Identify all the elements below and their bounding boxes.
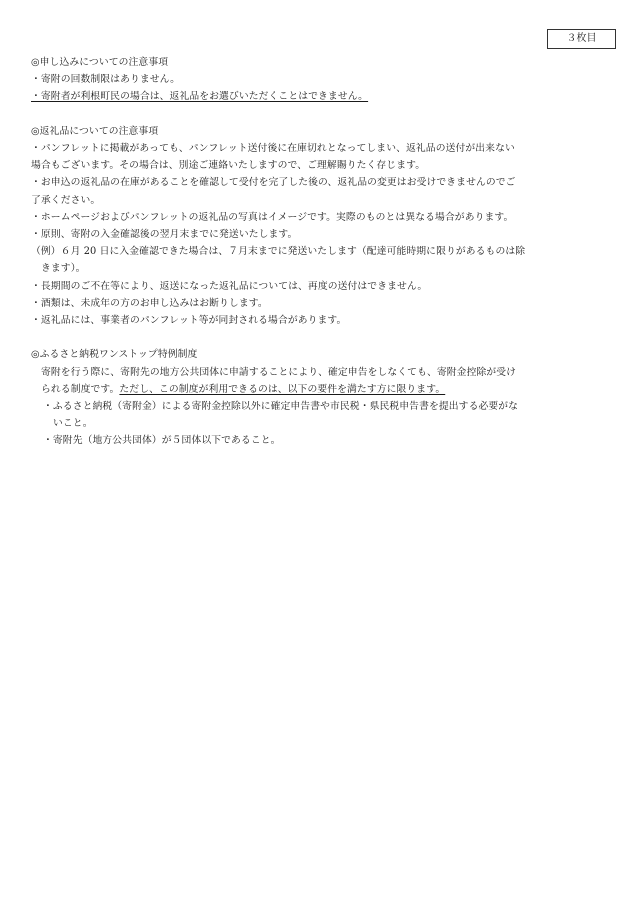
requirement-note-underlined: ただし、この制度が利用できるのは、以下の要件を満たす方に限ります。 — [119, 383, 446, 395]
list-item: ・酒類は、未成年の方のお申し込みはお断りします。 — [31, 297, 268, 309]
list-item: ・原則、寄附の入金確認後の翌月末までに発送いたします。 — [31, 229, 298, 241]
document-body — [31, 54, 609, 450]
list-item: ・返礼品には、事業者のパンフレット等が同封される場合があります。 — [31, 315, 347, 327]
paragraph-text: られる制度です。 — [41, 383, 120, 395]
page-number-badge: ３枚目 — [547, 29, 616, 49]
list-item: ・寄附の回数制限はありません。 — [31, 74, 181, 86]
example-continuation: きます）。 — [41, 263, 86, 275]
gift-notes-section — [31, 123, 609, 329]
list-item-continuation: 了承ください。 — [31, 194, 101, 206]
list-item: ・ホームページおよびパンフレットの返礼品の写真はイメージです。実際のものとは異なる場合があります。 — [31, 211, 514, 223]
application-notes-section — [31, 54, 609, 106]
list-item: ・パンフレットに掲載があっても、パンフレット送付後に在庫切れとなってしまい、返礼品の送付が出来ない — [31, 143, 515, 154]
list-item: ・長期間のご不在等により、返送になった返礼品については、再度の送付はできません。 — [31, 280, 428, 292]
requirement-item: ・ふるさと納税（寄附金）による寄附金控除以外に確定申告書や市民税・県民税申告書を提出する必要がな — [43, 401, 519, 413]
section-heading: ◎申し込みについての注意事項 — [31, 57, 169, 68]
requirement-item: ・寄附先（地方公共団体）が５団体以下であること。 — [43, 435, 281, 447]
requirement-item-continuation: いこと。 — [53, 418, 93, 430]
section-heading: ◎ふるさと納税ワンストップ特例制度 — [31, 349, 198, 361]
section-heading: ◎返礼品についての注意事項 — [31, 125, 159, 137]
spacer — [31, 329, 609, 346]
one-stop-section — [31, 346, 609, 449]
spacer — [31, 106, 609, 123]
paragraph-line — [31, 381, 609, 398]
paragraph-line: 寄附を行う際に、寄附先の地方公共団体に申請することにより、確定申告をしなくても、寄附金控除が受け — [41, 366, 517, 378]
list-item-underlined: ・寄附者が利根町民の場合は、返礼品をお選びいただくことはできません。 — [31, 91, 369, 103]
list-item: ・お申込の返礼品の在庫があることを確認して受付を完了した後の、返礼品の変更はお受けできませんのでご — [31, 177, 516, 189]
example-line: （例）６月 20 日に入金確認できた場合は、７月末までに発送いたします（配達可能時期に限りがあるものは除 — [31, 246, 526, 258]
list-item-continuation: 場合もございます。その場合は、別途ご連絡いたしますので、ご理解賜りたく存じます。 — [31, 160, 426, 172]
